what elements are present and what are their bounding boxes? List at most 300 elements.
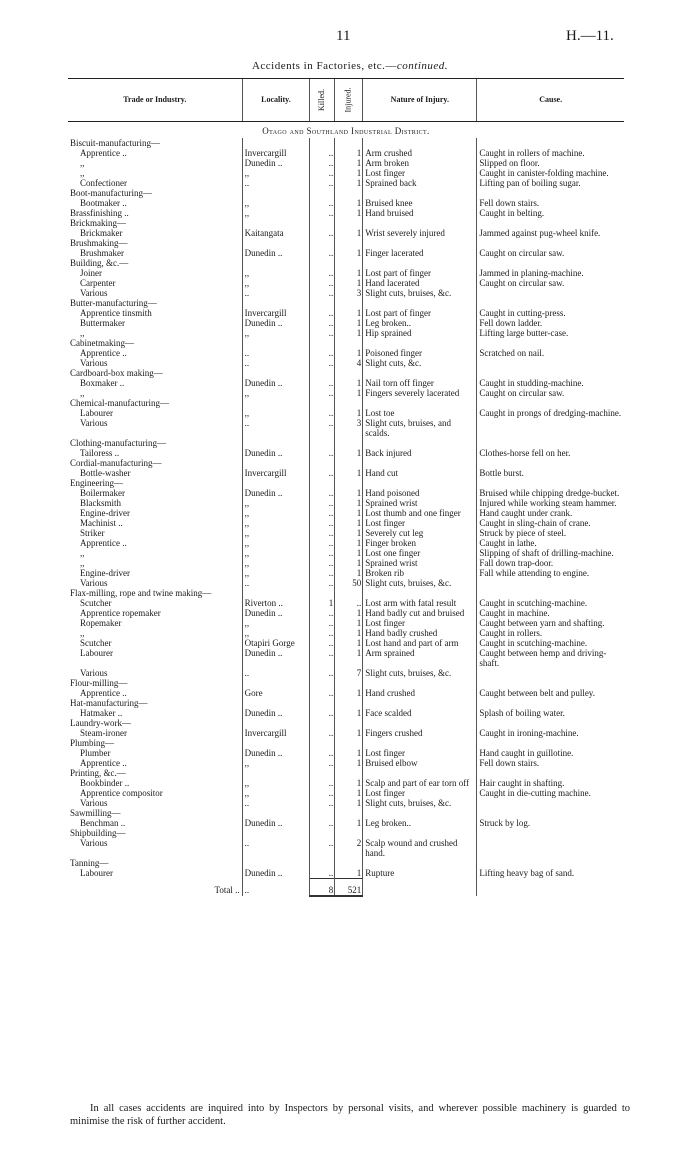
cell-locality: Dunedin ..: [242, 648, 310, 668]
total-empty: [477, 879, 624, 897]
cell-locality: Riverton ..: [242, 598, 310, 608]
table-row: [68, 778, 624, 788]
cell-locality: ..: [242, 358, 310, 368]
cell-nature: Slight cuts, bruises, &c.: [363, 578, 477, 588]
cell-trade: Boot-manufacturing—: [70, 188, 152, 198]
cell-killed: [310, 478, 335, 488]
cell-killed: ..: [310, 358, 335, 368]
cell-locality: Dunedin ..: [242, 318, 310, 328]
cell-injured: 1: [335, 268, 363, 278]
cell-trade: Cordial-manufacturing—: [70, 458, 162, 468]
cell-locality: Kaitangata: [242, 228, 310, 238]
cell-locality: [242, 338, 310, 348]
cell-killed: ..: [310, 448, 335, 458]
cell-cause: Slipped on floor.: [477, 158, 624, 168]
cell-trade: Various: [80, 418, 108, 428]
cell-locality: ..: [242, 798, 310, 808]
cell-nature: Hand badly crushed: [363, 628, 477, 638]
cell-nature: Arm broken: [363, 158, 477, 168]
cell-killed: [310, 238, 335, 248]
cell-nature: Lost part of finger: [363, 308, 477, 318]
cell-injured: 1: [335, 758, 363, 768]
cell-trade: Laundry-work—: [70, 718, 131, 728]
total-killed: 8: [310, 879, 335, 897]
cell-injured: 1: [335, 868, 363, 879]
cell-injured: 1: [335, 548, 363, 558]
cell-trade: Various: [80, 288, 108, 298]
cell-trade: Bookbinder ..: [80, 778, 130, 788]
cell-injured: 1: [335, 208, 363, 218]
cell-trade: Apprentice compositor: [80, 788, 163, 798]
cell-cause: [477, 718, 624, 728]
cell-trade: Bootmaker ..: [80, 198, 127, 208]
cell-cause: [477, 858, 624, 868]
cell-cause: [477, 298, 624, 308]
cell-nature: Hand badly cut and bruised: [363, 608, 477, 618]
cell-locality: Invercargill: [242, 728, 310, 738]
cell-injured: [335, 458, 363, 468]
cell-trade: Buttermaker: [80, 318, 125, 328]
cell-injured: [335, 718, 363, 728]
cell-nature: Lost finger: [363, 518, 477, 528]
cell-injured: 1: [335, 518, 363, 528]
cell-injured: 1: [335, 648, 363, 668]
cell-nature: Slight cuts, bruises, &c.: [363, 798, 477, 808]
cell-cause: Lifting pan of boiling sugar.: [477, 178, 624, 188]
cell-injured: 1: [335, 488, 363, 498]
cell-locality: ..: [242, 418, 310, 438]
table-row: [68, 488, 624, 498]
cell-locality: [242, 218, 310, 228]
cell-locality: ,,: [242, 168, 310, 178]
table-row: [68, 638, 624, 648]
cell-killed: ..: [310, 558, 335, 568]
cell-nature: [363, 478, 477, 488]
cell-injured: 1: [335, 728, 363, 738]
table-row: [68, 788, 624, 798]
cell-cause: Slipping of shaft of drilling-machine.: [477, 548, 624, 558]
cell-nature: Lost finger: [363, 788, 477, 798]
cell-locality: Dunedin ..: [242, 868, 310, 879]
cell-locality: [242, 808, 310, 818]
cell-trade: Brickmaking—: [70, 218, 126, 228]
cell-locality: ..: [242, 288, 310, 298]
cell-killed: ..: [310, 318, 335, 328]
cell-cause: [477, 588, 624, 598]
cell-nature: Lost arm with fatal result: [363, 598, 477, 608]
cell-injured: [335, 138, 363, 148]
table-row: [68, 818, 624, 828]
cell-trade: Steam-ironer: [80, 728, 127, 738]
injured-label: Injured.: [343, 87, 353, 113]
cell-trade: Apprentice ..: [80, 538, 127, 548]
cell-injured: 1: [335, 688, 363, 698]
cell-killed: [310, 718, 335, 728]
cell-nature: Lost thumb and one finger: [363, 508, 477, 518]
cell-nature: Rupture: [363, 868, 477, 879]
cell-injured: 1: [335, 508, 363, 518]
cell-locality: ,,: [242, 528, 310, 538]
cell-cause: Bruised while chipping dredge-bucket.: [477, 488, 624, 498]
cell-injured: 1: [335, 788, 363, 798]
cell-injured: [335, 678, 363, 688]
cell-locality: ,,: [242, 518, 310, 528]
cell-cause: Caught in lathe.: [477, 538, 624, 548]
cell-injured: [335, 738, 363, 748]
cell-cause: Fell down ladder.: [477, 318, 624, 328]
cell-killed: ..: [310, 288, 335, 298]
table-row: [68, 278, 624, 288]
page-number: 11: [336, 28, 351, 44]
cell-nature: [363, 218, 477, 228]
cell-killed: ..: [310, 618, 335, 628]
cell-killed: ..: [310, 388, 335, 398]
cell-injured: 1: [335, 798, 363, 808]
cell-locality: ,,: [242, 778, 310, 788]
cell-nature: Lost one finger: [363, 548, 477, 558]
cell-injured: [335, 768, 363, 778]
cell-nature: Hand cut: [363, 468, 477, 478]
cell-injured: 1: [335, 618, 363, 628]
cell-locality: ,,: [242, 618, 310, 628]
cell-cause: [477, 478, 624, 488]
cell-locality: Invercargill: [242, 468, 310, 478]
table-row: [68, 708, 624, 718]
industry-heading-row: [68, 768, 624, 778]
cell-injured: 1: [335, 228, 363, 238]
cell-cause: [477, 438, 624, 448]
col-header-nature: Nature of Injury.: [363, 79, 477, 122]
cell-nature: Scalp and part of ear torn off: [363, 778, 477, 788]
cell-trade: Labourer: [80, 648, 113, 658]
cell-cause: Jammed in planing-machine.: [477, 268, 624, 278]
cell-trade: Brickmaker: [80, 228, 123, 238]
industry-heading-row: [68, 478, 624, 488]
cell-cause: [477, 838, 624, 858]
cell-killed: ..: [310, 228, 335, 238]
cell-killed: [310, 808, 335, 818]
cell-nature: Nail torn off finger: [363, 378, 477, 388]
table-row: [68, 598, 624, 608]
cell-cause: [477, 288, 624, 298]
table-row: [68, 318, 624, 328]
cell-killed: ..: [310, 838, 335, 858]
cell-killed: ..: [310, 268, 335, 278]
cell-nature: Broken rib: [363, 568, 477, 578]
cell-cause: Caught between belt and pulley.: [477, 688, 624, 698]
cell-injured: 3: [335, 288, 363, 298]
accidents-table: [68, 78, 624, 897]
cell-cause: Hand caught under crank.: [477, 508, 624, 518]
cell-nature: Slight cuts, &c.: [363, 358, 477, 368]
cell-trade: ,,: [80, 628, 85, 638]
cell-nature: Poisoned finger: [363, 348, 477, 358]
cell-cause: Caught in rollers of machine.: [477, 148, 624, 158]
cell-killed: ..: [310, 508, 335, 518]
cell-nature: Hand poisoned: [363, 488, 477, 498]
cell-nature: [363, 298, 477, 308]
cell-locality: [242, 138, 310, 148]
table-row: [68, 178, 624, 188]
cell-killed: ..: [310, 708, 335, 718]
cell-cause: Fell down stairs.: [477, 758, 624, 768]
cell-locality: [242, 588, 310, 598]
cell-cause: Scratched on nail.: [477, 348, 624, 358]
cell-nature: [363, 718, 477, 728]
cell-killed: [310, 738, 335, 748]
cell-killed: ..: [310, 468, 335, 478]
cell-nature: [363, 368, 477, 378]
cell-cause: [477, 678, 624, 688]
table-row: [68, 618, 624, 628]
cell-trade: ,,: [80, 388, 85, 398]
cell-cause: Caught in die-cutting machine.: [477, 788, 624, 798]
cell-cause: [477, 828, 624, 838]
cell-trade: Various: [80, 668, 108, 678]
cell-killed: ..: [310, 348, 335, 358]
cell-nature: Leg broken..: [363, 818, 477, 828]
industry-heading-row: [68, 588, 624, 598]
cell-cause: [477, 398, 624, 408]
cell-killed: ..: [310, 578, 335, 588]
cell-trade: ,,: [80, 158, 85, 168]
cell-nature: [363, 738, 477, 748]
cell-trade: Apprentice ..: [80, 758, 127, 768]
cell-injured: 1: [335, 278, 363, 288]
cell-cause: Caught in studding-machine.: [477, 378, 624, 388]
cell-cause: Caught on circular saw.: [477, 388, 624, 398]
cell-locality: ,,: [242, 508, 310, 518]
cell-nature: Bruised knee: [363, 198, 477, 208]
cell-injured: 1: [335, 248, 363, 258]
cell-locality: ,,: [242, 408, 310, 418]
cell-locality: [242, 298, 310, 308]
cell-cause: Fell down stairs.: [477, 198, 624, 208]
industry-heading-row: [68, 338, 624, 348]
cell-nature: Sprained wrist: [363, 498, 477, 508]
cell-trade: Bottle-washer: [80, 468, 131, 478]
cell-cause: [477, 798, 624, 808]
cell-cause: Lifting heavy bag of sand.: [477, 868, 624, 879]
cell-injured: [335, 588, 363, 598]
cell-nature: [363, 238, 477, 248]
title-continued: continued.: [396, 60, 449, 72]
cell-injured: 1: [335, 348, 363, 358]
cell-locality: Dunedin ..: [242, 748, 310, 758]
table-row: [68, 578, 624, 588]
cell-trade: Brassfinishing ..: [70, 208, 129, 218]
cell-nature: Hand lacerated: [363, 278, 477, 288]
cell-injured: [335, 808, 363, 818]
cell-injured: 1: [335, 168, 363, 178]
cell-cause: [477, 188, 624, 198]
cell-trade: Various: [80, 838, 108, 848]
cell-nature: [363, 768, 477, 778]
table-row: [68, 668, 624, 678]
cell-cause: [477, 808, 624, 818]
cell-injured: 1: [335, 318, 363, 328]
cell-cause: Caught in ironing-machine.: [477, 728, 624, 738]
cell-nature: Back injured: [363, 448, 477, 458]
cell-trade: Engine-driver: [80, 568, 130, 578]
cell-injured: 1: [335, 198, 363, 208]
cell-cause: Caught in scutching-machine.: [477, 598, 624, 608]
cell-nature: [363, 398, 477, 408]
table-row: [68, 688, 624, 698]
industry-heading-row: [68, 458, 624, 468]
cell-killed: ..: [310, 628, 335, 638]
cell-locality: [242, 768, 310, 778]
col-header-killed: [310, 79, 335, 122]
cell-trade: Cardboard-box making—: [70, 368, 163, 378]
cell-killed: ..: [310, 408, 335, 418]
cell-cause: Caught in machine.: [477, 608, 624, 618]
cell-trade: Joiner: [80, 268, 102, 278]
cell-cause: [477, 138, 624, 148]
table-row: [68, 548, 624, 558]
cell-injured: [335, 188, 363, 198]
cell-locality: Dunedin ..: [242, 248, 310, 258]
cell-killed: ..: [310, 688, 335, 698]
cell-trade: Plumber: [80, 748, 111, 758]
cell-nature: Lost part of finger: [363, 268, 477, 278]
table-row: [68, 498, 624, 508]
cell-injured: [335, 258, 363, 268]
table-row: [68, 558, 624, 568]
table-row: [68, 198, 624, 208]
cell-cause: [477, 418, 624, 438]
cell-locality: Dunedin ..: [242, 158, 310, 168]
cell-trade: Cabinetmaking—: [70, 338, 134, 348]
cell-locality: ,,: [242, 548, 310, 558]
cell-cause: [477, 218, 624, 228]
cell-cause: Hand caught in guillotine.: [477, 748, 624, 758]
cell-cause: Caught in scutching-machine.: [477, 638, 624, 648]
cell-killed: ..: [310, 798, 335, 808]
cell-trade: ,,: [80, 548, 85, 558]
cell-locality: Dunedin ..: [242, 378, 310, 388]
killed-label: Killed.: [317, 89, 327, 111]
cell-locality: ..: [242, 668, 310, 678]
industry-heading-row: [68, 218, 624, 228]
cell-injured: [335, 398, 363, 408]
cell-locality: Dunedin ..: [242, 818, 310, 828]
page-title: [0, 60, 700, 72]
cell-injured: ..: [335, 598, 363, 608]
table-row: [68, 418, 624, 438]
cell-killed: ..: [310, 638, 335, 648]
cell-cause: [477, 238, 624, 248]
cell-trade: Labourer: [80, 868, 113, 878]
table-row: [68, 348, 624, 358]
cell-trade: Chemical-manufacturing—: [70, 398, 169, 408]
cell-injured: 1: [335, 498, 363, 508]
industry-heading-row: [68, 718, 624, 728]
cell-cause: Bottle burst.: [477, 468, 624, 478]
cell-cause: Caught between hemp and driving-shaft.: [477, 648, 624, 668]
cell-killed: [310, 338, 335, 348]
cell-injured: [335, 828, 363, 838]
table-row: [68, 408, 624, 418]
cell-nature: Hand crushed: [363, 688, 477, 698]
col-header-trade: Trade or Industry.: [68, 79, 242, 122]
cell-injured: 1: [335, 608, 363, 618]
table-row: [68, 208, 624, 218]
cell-killed: ..: [310, 168, 335, 178]
cell-nature: Fingers crushed: [363, 728, 477, 738]
cell-injured: 1: [335, 528, 363, 538]
cell-cause: [477, 368, 624, 378]
cell-locality: ..: [242, 838, 310, 858]
cell-locality: [242, 258, 310, 268]
cell-locality: Invercargill: [242, 148, 310, 158]
cell-cause: [477, 698, 624, 708]
cell-cause: [477, 668, 624, 678]
cell-trade: Shipbuilding—: [70, 828, 126, 838]
cell-injured: 1: [335, 708, 363, 718]
cell-killed: ..: [310, 818, 335, 828]
cell-trade: Various: [80, 578, 108, 588]
district-row: [68, 122, 624, 139]
cell-injured: 7: [335, 668, 363, 678]
cell-nature: [363, 678, 477, 688]
industry-heading-row: [68, 738, 624, 748]
cell-nature: Hip sprained: [363, 328, 477, 338]
cell-locality: [242, 458, 310, 468]
cell-cause: [477, 338, 624, 348]
cell-killed: ..: [310, 418, 335, 438]
cell-cause: [477, 578, 624, 588]
cell-locality: [242, 478, 310, 488]
total-row: [68, 879, 624, 897]
cell-locality: [242, 858, 310, 868]
cell-nature: Finger lacerated: [363, 248, 477, 258]
cell-locality: [242, 698, 310, 708]
cell-locality: ..: [242, 578, 310, 588]
cell-trade: Benchman ..: [80, 818, 126, 828]
cell-trade: ,,: [80, 168, 85, 178]
cell-trade: Tanning—: [70, 858, 109, 868]
table-row: [68, 308, 624, 318]
table-row: [68, 288, 624, 298]
cell-injured: 1: [335, 408, 363, 418]
cell-injured: 1: [335, 468, 363, 478]
table-row: [68, 158, 624, 168]
cell-killed: ..: [310, 518, 335, 528]
total-locality: ..: [242, 879, 310, 897]
table-row: [68, 518, 624, 528]
table-row: [68, 628, 624, 638]
cell-nature: [363, 258, 477, 268]
industry-heading-row: [68, 828, 624, 838]
cell-killed: ..: [310, 608, 335, 618]
cell-nature: Lost hand and part of arm: [363, 638, 477, 648]
cell-locality: ,,: [242, 208, 310, 218]
cell-killed: ..: [310, 568, 335, 578]
cell-cause: [477, 358, 624, 368]
cell-killed: [310, 458, 335, 468]
cell-injured: 1: [335, 628, 363, 638]
total-injured: 521: [335, 879, 363, 897]
cell-injured: [335, 218, 363, 228]
cell-locality: ,,: [242, 198, 310, 208]
cell-locality: ,,: [242, 328, 310, 338]
industry-heading-row: [68, 298, 624, 308]
cell-nature: Arm sprained: [363, 648, 477, 668]
cell-locality: ,,: [242, 498, 310, 508]
table-row: [68, 648, 624, 668]
cell-locality: ..: [242, 348, 310, 358]
